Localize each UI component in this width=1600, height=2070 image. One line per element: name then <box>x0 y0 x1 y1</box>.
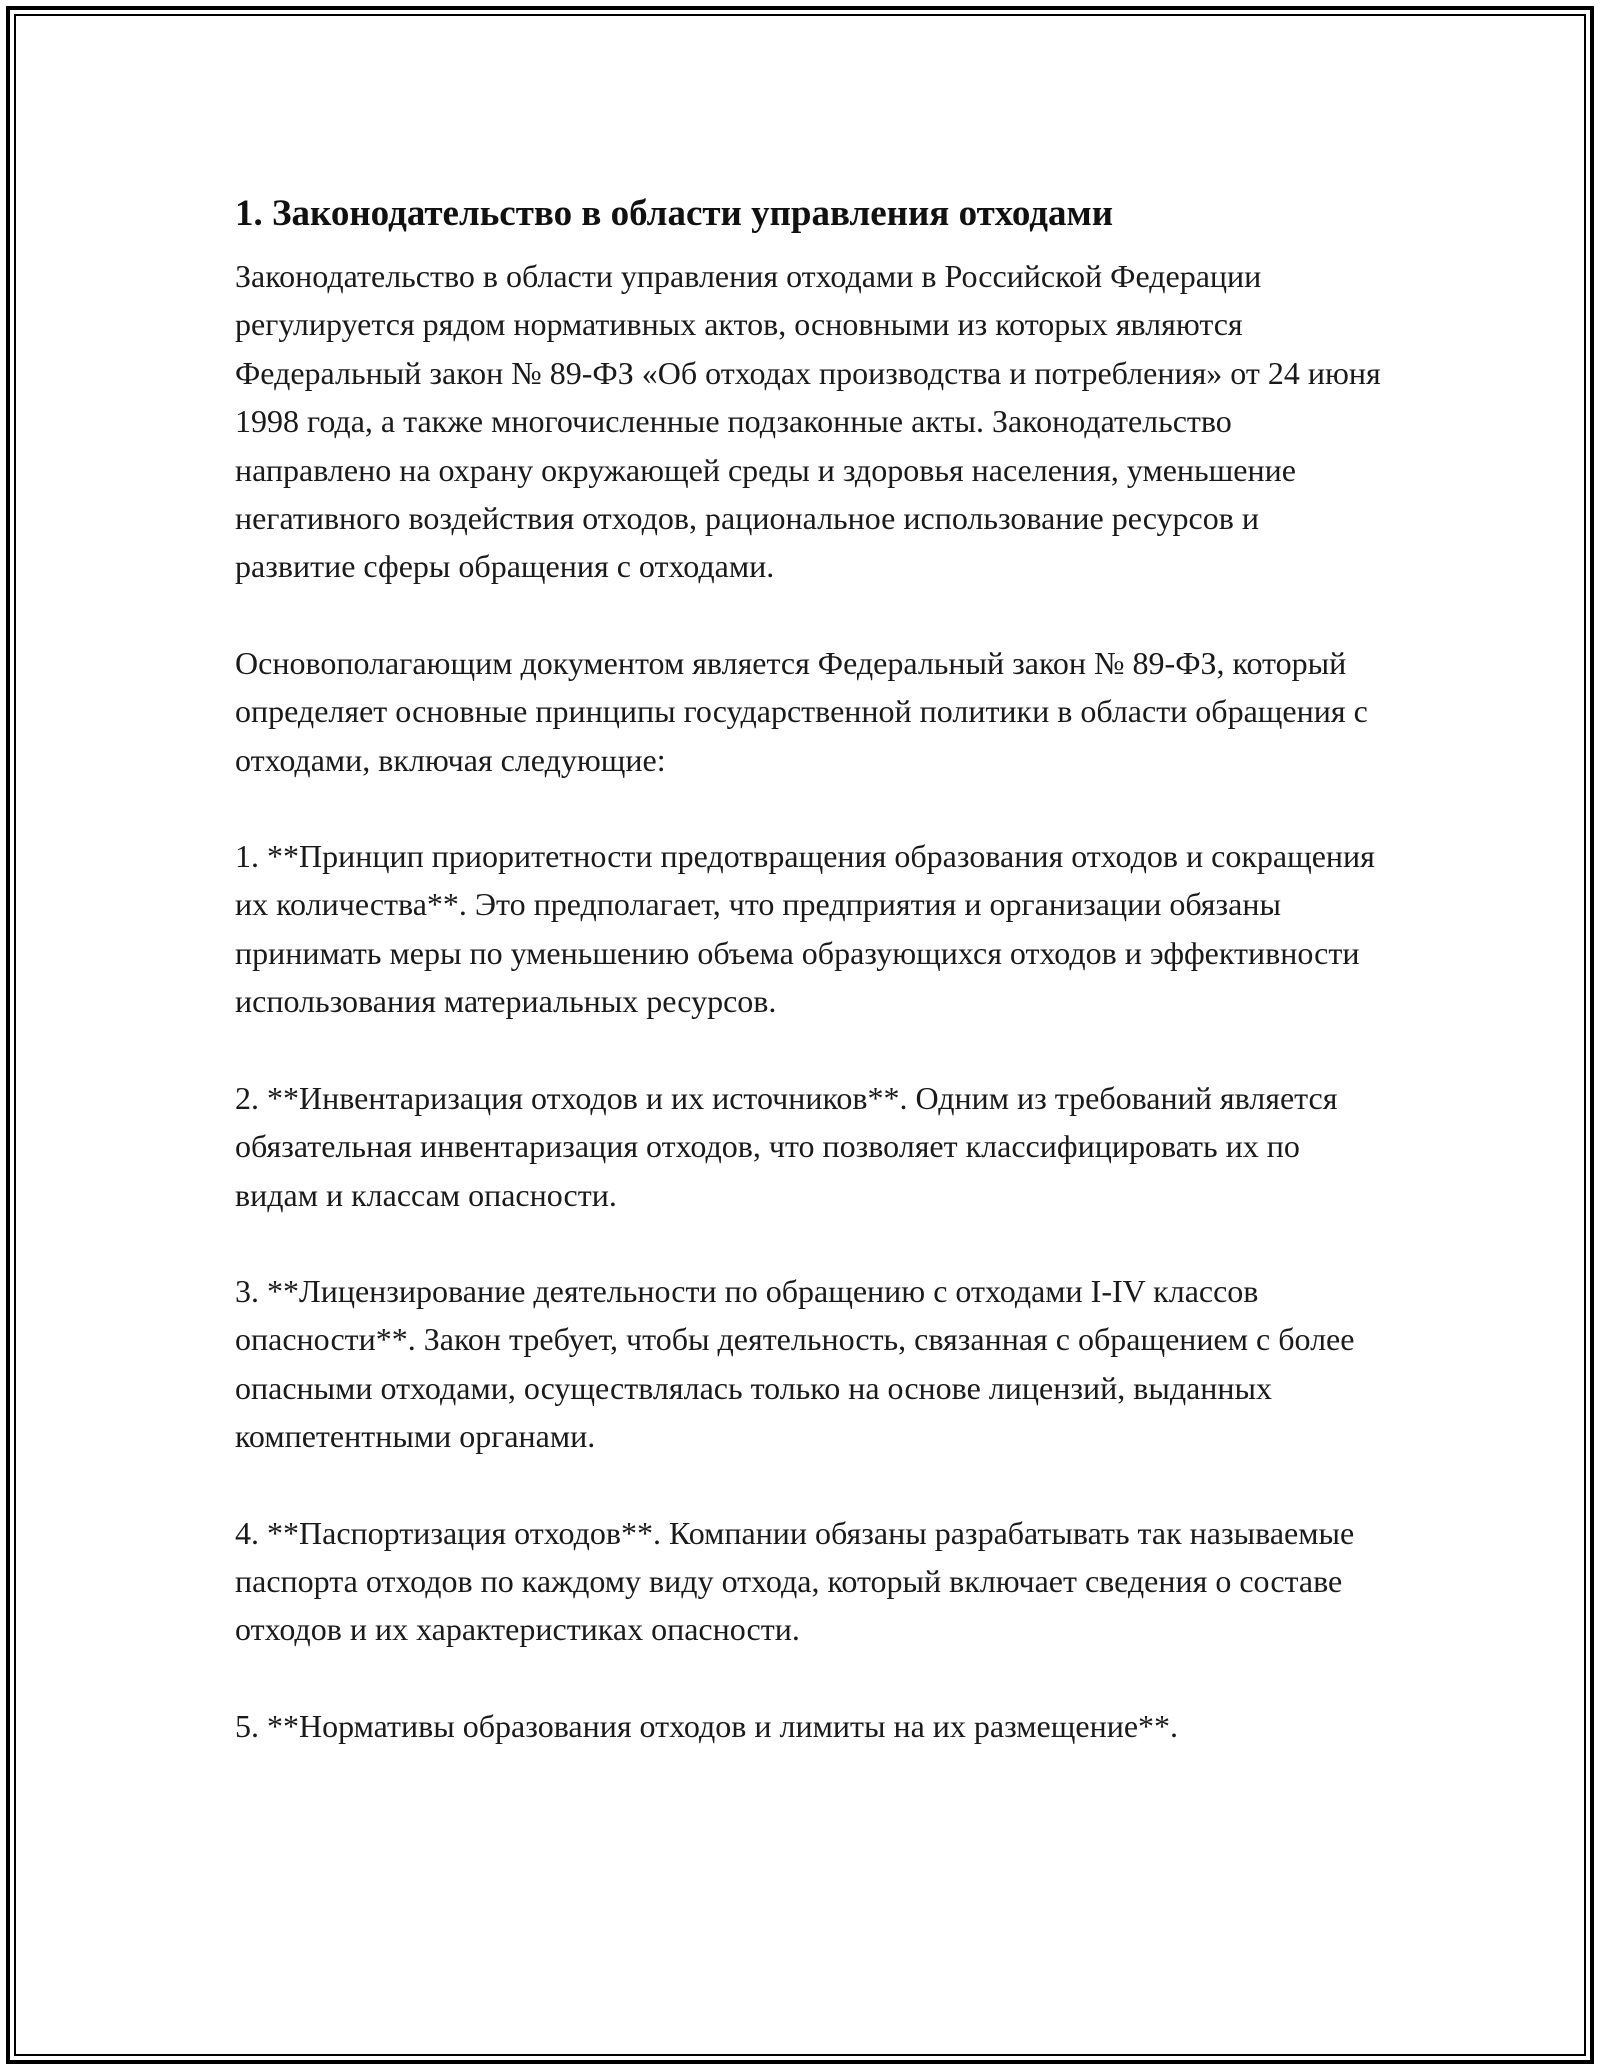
list-item-4: 4. **Паспортизация отходов**. Компании обязаны разрабатывать так называемые паспорта отходов по каждому виду отхода, который включает сведения о составе отходов и их характеристиках опасности. <box>235 1514 1355 1648</box>
section-title: 1. Законодательство в области управления отходами <box>235 193 1114 234</box>
list-item-3: 3. **Лицензирование деятельности по обращению с отходами I-IV классов опасности**. Закон требует, чтобы деятельность, связанная с обращением с более опасными отходами, осуществлялась только на основе лицензий, выданных компетентными органами. <box>235 1272 1355 1455</box>
list-item-2: 2. **Инвентаризация отходов и их источников**. Одним из требований является обязательная инвентаризация отходов, что позволяет классифицировать их по видам и классам опасности. <box>235 1079 1338 1213</box>
paragraph-intro: Законодательство в области управления отходами в Российской Федерации регулируется рядом нормативных актов, основными из которых являются Федеральный закон № 89-ФЗ «Об отходах производства и потребления» от 24 июня 1998 года, а также многочисленные подзаконные акты. Законодательство направлено на охрану окружающей среды и здоровья населения, уменьшение негативного воздействия отходов, рациональное использование ресурсов и развитие сферы обращения с отходами. <box>235 258 1381 585</box>
list-item-1: 1. **Принцип приоритетности предотвращения образования отходов и сокращения их количества**. Это предполагает, что предприятия и организации обязаны принимать меры по уменьшению объема образующихся отходов и эффективности использования материальных ресурсов. <box>235 838 1375 1020</box>
document-body <box>235 186 1385 1750</box>
paragraph-principles-lead: Основополагающим документом является Федеральный закон № 89-ФЗ, который определяет основные принципы государственной политики в области обращения с отходами, включая следующие: <box>235 644 1368 778</box>
list-item-5: 5. **Нормативы образования отходов и лимиты на их размещение**. <box>235 1707 1179 1744</box>
